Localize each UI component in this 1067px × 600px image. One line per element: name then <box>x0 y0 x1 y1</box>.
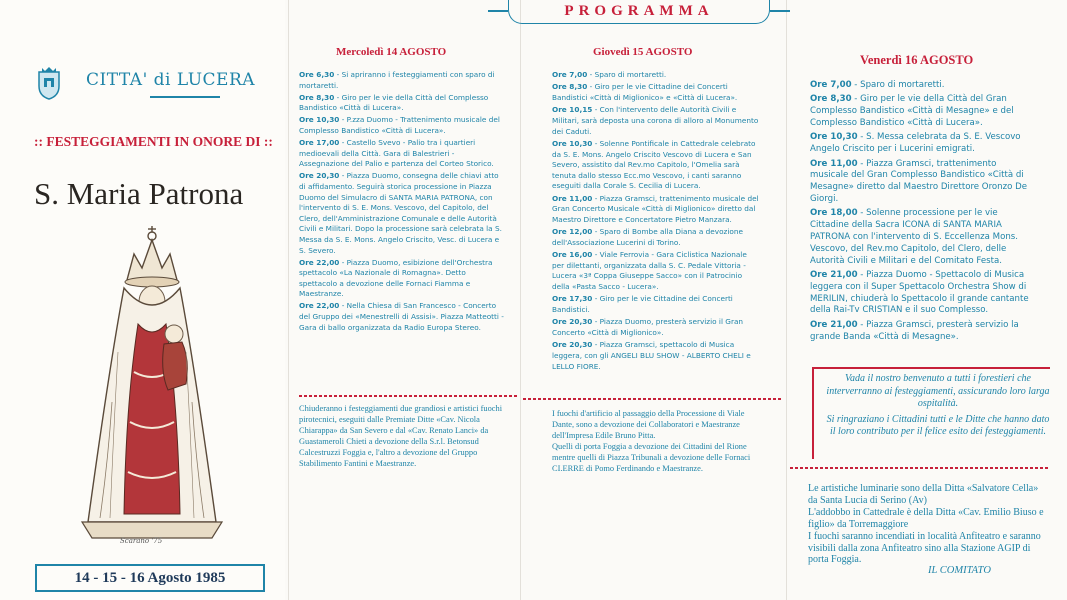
fireworks-note: Chiuderanno i festeggiamenti due grandiosi e artistici fuochi pirotecnici, eseguiti dalle Premiate Ditte «Cav. Nicola Chiarappa» da San Severo e dal «Cav. Renato Lanci» da Guastameroli Chieti a devozione della S.r.l. Betonsud Calcestruzzi Foggia e, l'altro a devozione del Gruppo Stabilimento Fantini e Maestranze. <box>299 404 503 469</box>
fold-line <box>786 0 787 600</box>
event-item: Ore 10,30 - Solenne Pontificale in Cattedrale celebrato da S. E. Mons. Angelo Criscito Vescovo di Lucera e San Severo, assistito dal Rev.mo Capitolo, l'Omelia sarà tenuta dallo stesso Ecc.mo Vescovo, i canti saranno eseguiti dalla Corale S. Cecilia di Lucera. <box>552 138 756 191</box>
thanks-text: Si ringraziano i Cittadini tutti e le Ditte che hanno dato il loro contributo per il felice esito dei festeggiamenti. <box>826 413 1050 438</box>
event-item: Ore 8,30 - Giro per le vie Cittadine dei Concerti Bandistici «Città di Miglionico» e «Città di Lucera». <box>552 82 738 102</box>
welcome-text: Vada il nostro benvenuto a tutti i forestieri che interverranno ai festeggiamenti, assicurando loro larga ospitalità. <box>826 373 1050 410</box>
event-item: Ore 16,00 - Viale Ferrovia - Gara Ciclistica Nazionale per dilettanti, organizzata dalla S. C. Pedale Vittoria - Lucera «3ª Coppa Giuseppe Sacco» con il Patrocinio della «Pasta Sacco - Lucera». <box>552 250 747 292</box>
event-item: Ore 6,30 - Si apriranno i festeggiamenti con sparo di mortaretti. <box>299 70 495 90</box>
event-item: Ore 7,00 - Sparo di mortaretti. <box>810 80 945 90</box>
procession-fireworks-note <box>552 408 764 475</box>
event-item: Ore 10,30 - P.zza Duomo - Trattenimento musicale del Complesso Bandistico «Città di Lucera». <box>299 115 500 135</box>
welcome-box <box>812 367 1050 459</box>
event-item: Ore 21,00 - Piazza Duomo - Spettacolo di Musica leggera con il Super Spettacolo Orchestra Show di MERILIN, chiuderà lo Spettacolo il grande cantante della Rai-Tv CRISTIAN e il suo Complesso. <box>810 269 1029 316</box>
event-item: Ore 10,30 - S. Messa celebrata da S. E. Vescovo Angelo Criscito per i Lucerini emigrati. <box>810 132 1021 155</box>
event-item: Ore 17,30 - Giro per le vie Cittadine dei Concerti Bandistici. <box>552 294 733 315</box>
event-item: Ore 22,00 - Nella Chiesa di San Francesco - Concerto del Gruppo dei «Menestrelli di Assisi». Piazza Matteotti - Gara di ballo organizzata da Radio Europa Stereo. <box>299 301 504 332</box>
fold-line <box>520 0 521 600</box>
event-item: Ore 17,00 - Castello Svevo - Palio tra i quartieri medioevali della Città. Gara di Balestrieri - Assegnazione del Palio e partenza del Corteo Storico. <box>299 138 494 169</box>
event-item: Ore 20,30 - Piazza Duomo, presterà servizio il Gran Concerto «Città di Miglionico». <box>552 317 744 338</box>
events-list-giovedi <box>552 70 760 374</box>
event-item: Ore 21,00 - Piazza Gramsci, presterà servizio la grande Banda «Città di Mesagne». <box>810 319 1019 342</box>
lights-note-3: I fuochi saranno incendiati in località Anfiteatro e saranno visibili dalla zona Anfiteatro sino alla Stazione AGIP di porta Foggia. <box>808 530 1041 566</box>
day-title-mercoledi: Mercoledì 14 AGOSTO <box>336 46 447 58</box>
day-title-venerdi: Venerdì 16 AGOSTO <box>860 53 974 67</box>
event-item: Ore 11,00 - Piazza Gramsci, trattenimento musicale del Gran Complesso Bandistico «Città di Mesagne» diretto dal Maestro Direttore Oronzo De Giorgi. <box>810 158 1028 204</box>
cover-panel <box>0 0 285 600</box>
section-divider <box>523 398 783 400</box>
event-item: Ore 22,00 - Piazza Duomo, esibizione dell'Orchestra spettacolo «La Nazionale di Romagna». Detto spettacolo a devozione delle Fornaci Fiamma e Maestranze. <box>299 257 493 299</box>
fireworks-note-1: I fuochi d'artificio al passaggio della Processione di Viale Dante, sono a devozione dei Collaboratori e Maestranze dell'Impresa Edile Bruno Pitta. <box>552 409 745 441</box>
madonna-illustration <box>52 222 252 552</box>
event-item: Ore 10,15 - Con l'intervento delle Autorità Civili e Militari, sarà deposta una corona di alloro al Monumento dei Caduti. <box>552 105 759 136</box>
section-divider <box>299 395 517 397</box>
city-crest-icon <box>36 66 62 100</box>
banner-ornament <box>488 10 508 12</box>
event-item: Ore 20,30 - Piazza Duomo, consegna delle chiavi atto di affidamento. Seguirà storica processione in Piazza Duomo del Simulacro di SANTA MARIA PATRONA, con l'intervento di S. E. Mons. Vescovo, del Capitolo, del Clero, dell'Amministrazione Comunale e delle Autorità Civili e Militari. Dopo la processione sarà celebrata la S. Messa da S. E. Mons. Angelo Criscito, Vesc. di Lucera e S. Severo. <box>299 171 502 255</box>
program-title: PROGRAMMA <box>564 3 714 19</box>
fold-line <box>288 0 289 600</box>
event-item: Ore 8,30 - Giro per le vie della Città del Gran Complesso Bandistico «Città di Mesagne» e del Complesso Bandistico «Città di Lucera». <box>810 94 1014 128</box>
event-item: Ore 7,00 - Sparo di mortaretti. <box>552 70 667 79</box>
events-list-venerdi <box>810 80 1036 346</box>
lights-note-1: Le artistiche luminarie sono della Ditta «Salvatore Cella» da Santa Lucia di Serino (Av) <box>808 483 1039 506</box>
committee-signature: IL COMITATO <box>928 565 991 576</box>
event-item: Ore 18,00 - Solenne processione per le vie Cittadine della Sacra ICONA di SANTA MARIA PATRONA con l'intervento di S. Eccellenza Mons. Vescovo, del Rev.mo Capitolo, del Clero, delle Autorità Civili e Militari e del Comitato Festa. <box>810 208 1018 266</box>
events-list-mercoledi <box>299 70 504 335</box>
event-item: Ore 20,30 - Piazza Gramsci, spettacolo di Musica leggera, con gli ANGELI BLU SHOW - ALBERTO CHELI e LELLO FIORE. <box>552 340 751 371</box>
program-banner <box>508 0 770 24</box>
banner-ornament <box>770 10 790 12</box>
city-name: CITTA' di LUCERA <box>86 70 256 90</box>
fireworks-note-2: Quelli di porta Foggia a devozione dei Cittadini del Rione mentre quelli di Piazza Tribunali a devozione delle Fornaci CI.ERRE di Pomo Ferdinando e Maestranze. <box>552 442 751 474</box>
event-item: Ore 8,30 - Giro per le vie della Città del Complesso Bandistico «Città di Lucera». <box>299 92 489 113</box>
lights-note-2: L'addobbo in Cattedrale è della Ditta «Cav. Emilio Biuso e figlio» da Torremaggiore <box>808 506 1044 530</box>
event-item: Ore 12,00 - Sparo di Bombe alla Diana a devozione dell'Associazione Lucerini di Torino. <box>552 227 743 247</box>
section-divider <box>790 467 1050 469</box>
artist-signature: Scarano '75 <box>120 537 163 545</box>
event-item: Ore 11,00 - Piazza Gramsci, trattenimento musicale del Gran Concerto Musicale «Città di Miglionico» diretto dal Maestro Direttore e Concertatore Pietro Manzara. <box>552 193 759 224</box>
lights-notes <box>808 483 1048 566</box>
city-underline <box>150 96 220 98</box>
festivity-heading: :: FESTEGGIAMENTI IN ONORE DI :: <box>34 134 273 149</box>
festival-dates: 14 - 15 - 16 Agosto 1985 <box>35 564 265 592</box>
saint-title: S. Maria Patrona <box>34 176 244 211</box>
day-title-giovedi: Giovedì 15 AGOSTO <box>593 46 693 58</box>
